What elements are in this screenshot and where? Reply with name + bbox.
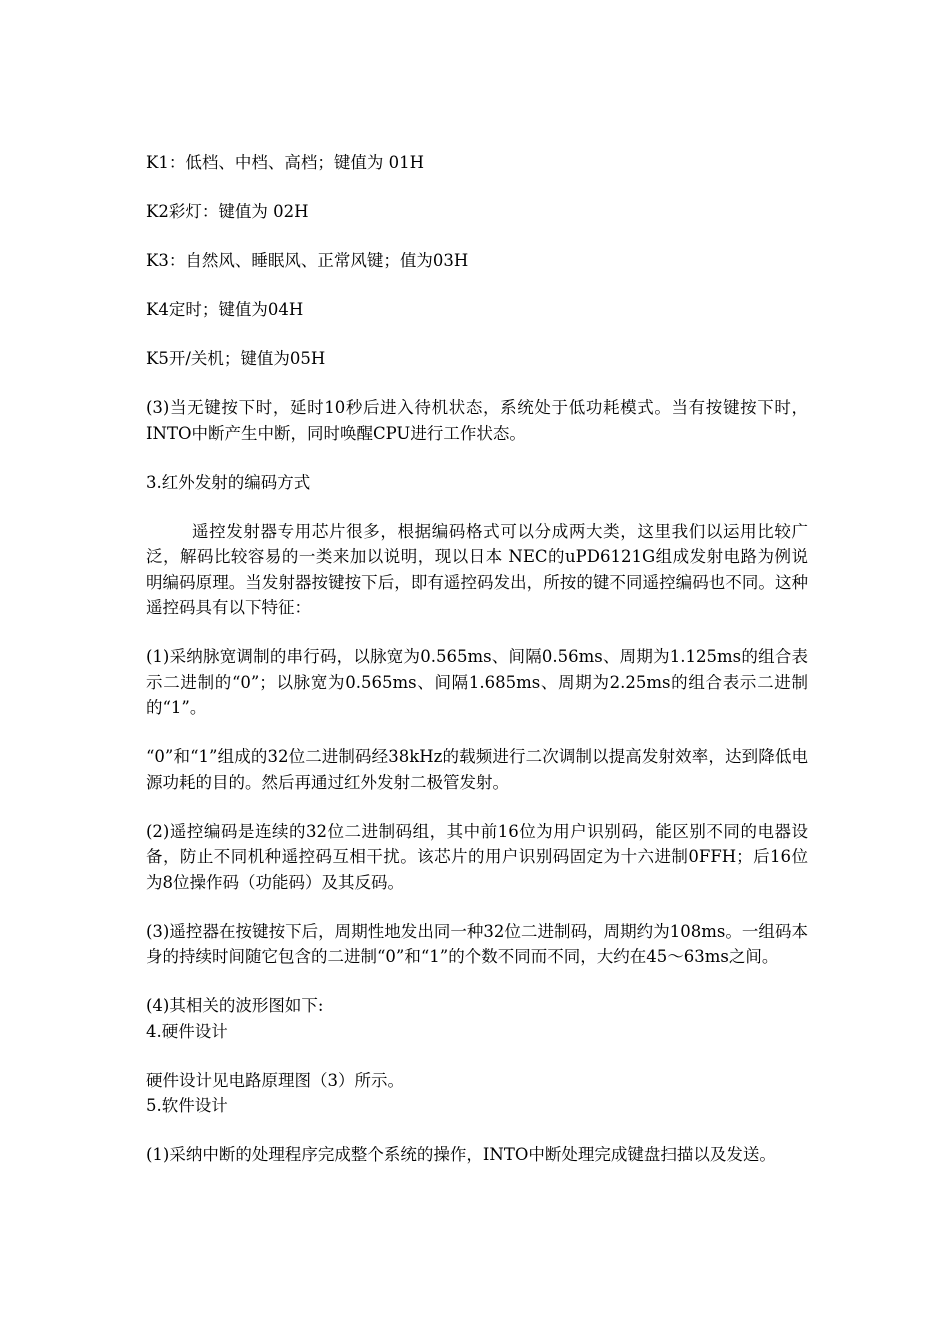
section-heading-hardware: 4.硬件设计 [146, 1021, 228, 1041]
paragraph-k1: K1：低档、中档、高档；键值为 01H [146, 153, 424, 172]
paragraph-k2: K2彩灯：键值为 02H [146, 202, 309, 221]
paragraph-pwm: (1)采纳脉宽调制的串行码，以脉宽为0.565ms、间隔0.56ms、周期为1.125ms的组合表示二进制的“0”；以脉宽为0.565ms、间隔1.685ms、周期为2.25ms的组合表示二进制的“1”。 [146, 647, 808, 717]
paragraph-software-interrupt: (1)采纳中断的处理程序完成整个系统的操作，INTO中断处理完成键盘扫描以及发送。 [146, 1145, 776, 1164]
paragraph-k3: K3：自然风、睡眠风、正常风键；值为03H [146, 251, 469, 270]
paragraph-carrier: “0”和“1”组成的32位二进制码经38kHz的载频进行二次调制以提高发射效率，达到降低电源功耗的目的。然后再通过红外发射二极管发射。 [146, 747, 808, 792]
paragraph-hardware: 硬件设计见电路原理图（3）所示。 [146, 1070, 404, 1090]
paragraph-code-group: (2)遥控编码是连续的32位二进制码组，其中前16位为用户识别码，能区别不同的电器设备，防止不同机种遥控码互相干扰。该芯片的用户识别码固定为十六进制0FFH；后16位为8位操作码（功能码）及其反码。 [146, 821, 808, 892]
paragraph-standby: (3)当无键按下时，延时10秒后进入待机状态，系统处于低功耗模式。当有按键按下时，INTO中断产生中断，同时唤醒CPU进行工作状态。 [146, 398, 808, 443]
paragraph-waveform: (4)其相关的波形图如下: [146, 996, 324, 1015]
document-body [146, 150, 808, 1168]
section-heading-ir-encoding: 3.红外发射的编码方式 [146, 472, 311, 492]
paragraph-k5: K5开/关机；键值为05H [146, 349, 326, 368]
paragraph-period: (3)遥控器在按键按下后，周期性地发出同一种32位二进制码，周期约为108ms。一组码本身的持续时间随它包含的二进制“0”和“1”的个数不同而不同，大约在45～63ms之间。 [146, 921, 808, 966]
paragraph-k4: K4定时；键值为04H [146, 300, 304, 319]
paragraph-encoding-intro: 遥控发射器专用芯片很多，根据编码格式可以分成两大类，这里我们以运用比较广泛，解码比较容易的一类来加以说明，现以日本 NEC的uPD6121G组成发射电路为例说明编码原理。当发射器按键按下后，即有遥控码发出，所按的键不同遥控编码也不同。这种遥控码具有以下特征： [146, 521, 808, 617]
section-heading-software: 5.软件设计 [146, 1096, 228, 1115]
